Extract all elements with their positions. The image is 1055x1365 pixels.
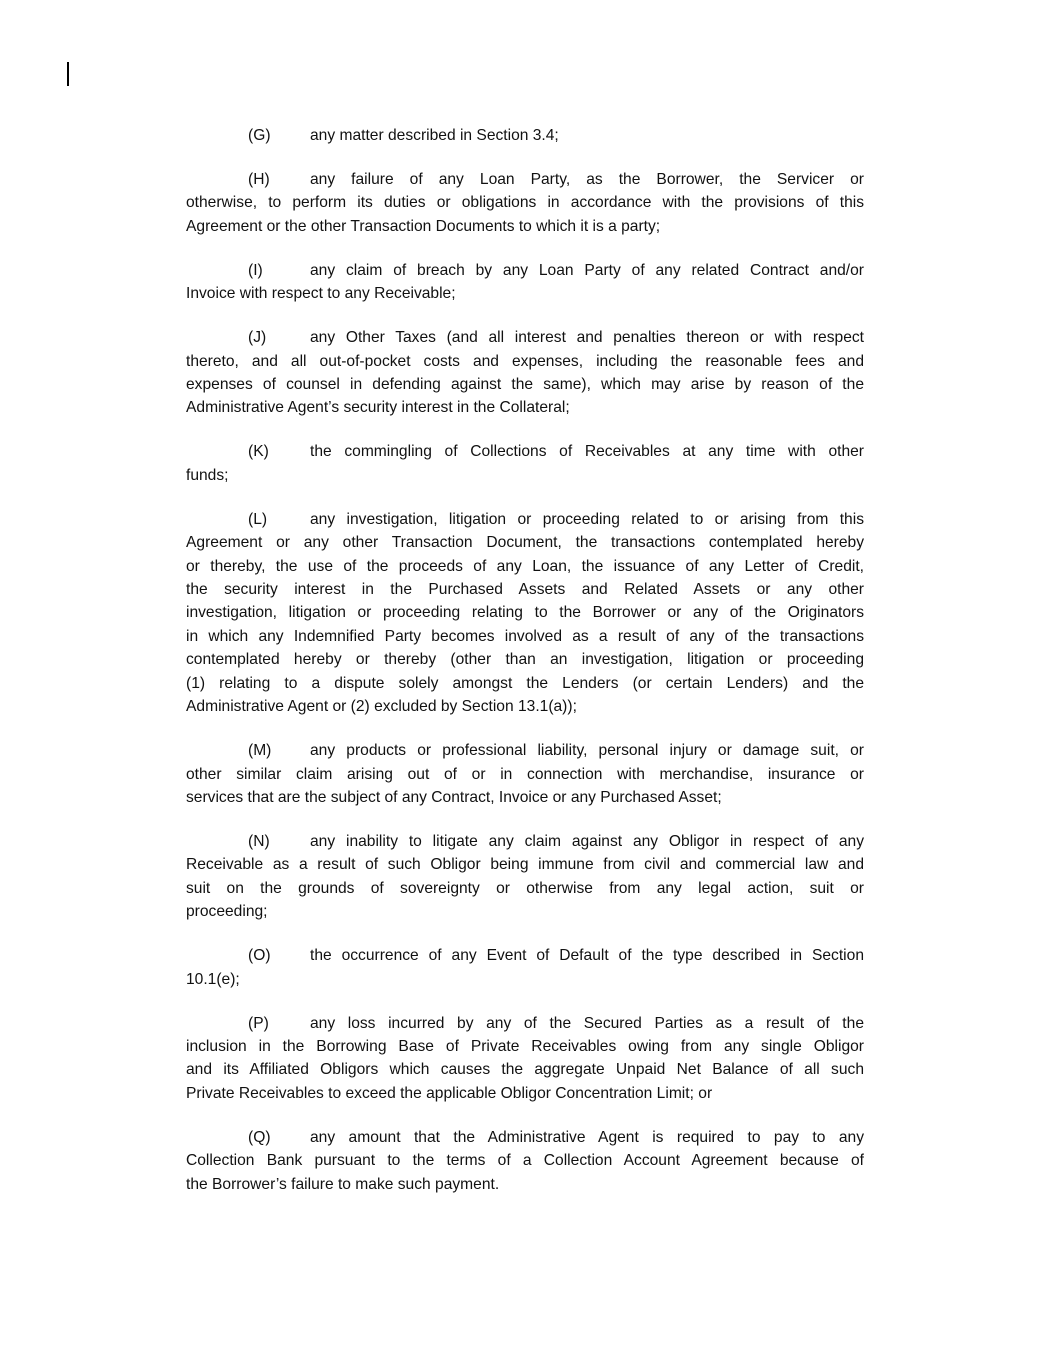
clause-line xyxy=(248,739,864,762)
clause-text: any amount that the Administrative Agent is required to pay to any xyxy=(310,1128,864,1146)
clause-line xyxy=(186,578,864,601)
document-body xyxy=(186,124,864,1217)
clause-text: any failure of any Loan Party, as the Borrower, the Servicer or xyxy=(310,171,864,188)
clause-paragraph xyxy=(186,168,864,238)
clause-label: (K) xyxy=(248,443,269,461)
clause-line xyxy=(248,830,864,853)
clause-paragraph xyxy=(186,326,864,420)
clause-line xyxy=(186,900,864,923)
clause-line xyxy=(186,601,864,624)
clause-label: (J) xyxy=(248,329,267,347)
clause-line xyxy=(186,877,864,900)
clause-line xyxy=(186,853,864,876)
clause-line xyxy=(186,464,864,487)
clause-label: (H) xyxy=(248,171,270,188)
clause-text: other similar claim arising out of or in connection with merchandise, insurance or xyxy=(186,765,864,783)
clause-line xyxy=(186,968,864,991)
clause-text: expenses of counsel in defending against the same), which may arise by reason of the xyxy=(186,376,864,394)
clause-text: Agreement or any other Transaction Document, the transactions contemplated hereby xyxy=(186,534,864,552)
clause-paragraph xyxy=(186,1126,864,1196)
clause-line xyxy=(248,508,864,531)
clause-text: funds; xyxy=(186,466,229,484)
clause-line xyxy=(186,1035,864,1058)
clause-text: the security interest in the Purchased Assets and Related Assets or any other xyxy=(186,581,864,599)
clause-text: Collection Bank pursuant to the terms of a Collection Account Agreement because of xyxy=(186,1152,864,1170)
clause-text: in which any Indemnified Party becomes involved as a result of any of the transactions xyxy=(186,627,864,645)
clause-label: (I) xyxy=(248,261,263,279)
clause-text: Administrative Agent’s security interest in the Collateral; xyxy=(186,399,570,417)
clause-line xyxy=(186,350,864,373)
clause-text: otherwise, to perform its duties or obligations in accordance with the provisions of this xyxy=(186,194,864,212)
clause-paragraph xyxy=(186,830,864,924)
text-cursor xyxy=(67,62,69,86)
clause-label: (G) xyxy=(248,127,271,144)
clause-text: (1) relating to a dispute solely amongst the Lenders (or certain Lenders) and the xyxy=(186,674,864,692)
clause-text: and its Affiliated Obligors which causes the aggregate Unpaid Net Balance of all such xyxy=(186,1061,864,1079)
clause-line xyxy=(248,1012,864,1035)
clause-line xyxy=(248,440,864,463)
clause-text: Private Receivables to exceed the applicable Obligor Concentration Limit; or xyxy=(186,1084,713,1102)
clause-line xyxy=(186,555,864,578)
clause-line xyxy=(186,531,864,554)
clause-text: thereto, and all out-of-pocket costs and expenses, including the reasonable fees and xyxy=(186,352,864,370)
clause-text: Invoice with respect to any Receivable; xyxy=(186,285,456,303)
clause-text: proceeding; xyxy=(186,903,268,921)
clause-text: any inability to litigate any claim against any Obligor in respect of any xyxy=(310,832,864,850)
clause-line xyxy=(186,282,864,305)
clause-line xyxy=(186,672,864,695)
clause-text: Administrative Agent or (2) excluded by Section 13.1(a)); xyxy=(186,698,577,716)
clause-text: contemplated hereby or thereby (other than an investigation, litigation or proceeding xyxy=(186,651,864,669)
clause-line xyxy=(248,326,864,349)
clause-text: inclusion in the Borrowing Base of Private Receivables owing from any single Obligor xyxy=(186,1037,864,1055)
clause-text: any claim of breach by any Loan Party of any related Contract and/or xyxy=(310,261,864,279)
clause-label: (L) xyxy=(248,510,268,528)
clause-text: 10.1(e); xyxy=(186,970,240,988)
clause-line xyxy=(186,1082,864,1105)
clause-line xyxy=(248,124,864,147)
clause-text: any matter described in Section 3.4; xyxy=(310,127,559,144)
clause-paragraph xyxy=(186,1012,864,1106)
clause-text: Receivable as a result of such Obligor being immune from civil and commercial law and xyxy=(186,856,864,874)
clause-line xyxy=(186,373,864,396)
clause-text: Agreement or the other Transaction Documents to which it is a party; xyxy=(186,217,661,235)
clause-label: (M) xyxy=(248,742,272,760)
clause-text: suit on the grounds of sovereignty or otherwise from any legal action, suit or xyxy=(186,879,864,897)
clause-text: any investigation, litigation or proceeding related to or arising from this xyxy=(310,510,864,528)
clause-line xyxy=(186,695,864,718)
clause-line xyxy=(248,168,864,191)
clause-text: any products or professional liability, personal injury or damage suit, or xyxy=(310,742,864,760)
clause-line xyxy=(186,1173,864,1196)
clause-line xyxy=(248,259,864,282)
clause-line xyxy=(186,215,864,238)
clause-label: (P) xyxy=(248,1014,269,1032)
clause-text: the Borrower’s failure to make such payment. xyxy=(186,1175,500,1193)
clause-text: services that are the subject of any Contract, Invoice or any Purchased Asset; xyxy=(186,788,722,806)
clause-line xyxy=(186,396,864,419)
clause-line xyxy=(186,1149,864,1172)
clause-text: the occurrence of any Event of Default of the type described in Section xyxy=(310,947,864,965)
clause-paragraph xyxy=(186,508,864,719)
clause-line xyxy=(186,763,864,786)
clause-label: (O) xyxy=(248,947,271,965)
clause-paragraph xyxy=(186,124,864,147)
clause-line xyxy=(186,1058,864,1081)
clause-text: any Other Taxes (and all interest and penalties thereon or with respect xyxy=(310,329,864,347)
clause-line xyxy=(248,944,864,967)
clause-line xyxy=(186,625,864,648)
clause-text: investigation, litigation or proceeding relating to the Borrower or any of the Originators xyxy=(186,604,864,622)
clause-label: (Q) xyxy=(248,1128,271,1146)
clause-text: any loss incurred by any of the Secured Parties as a result of the xyxy=(310,1014,864,1032)
clause-paragraph xyxy=(186,944,864,991)
clause-line xyxy=(186,191,864,214)
clause-text: or thereby, the use of the proceeds of any Loan, the issuance of any Letter of Credit, xyxy=(186,557,864,575)
clause-paragraph xyxy=(186,259,864,306)
clause-label: (N) xyxy=(248,832,270,850)
clause-text: the commingling of Collections of Receivables at any time with other xyxy=(310,443,864,461)
clause-line xyxy=(248,1126,864,1149)
clause-line xyxy=(186,786,864,809)
clause-paragraph xyxy=(186,440,864,487)
clause-line xyxy=(186,648,864,671)
clause-paragraph xyxy=(186,739,864,809)
